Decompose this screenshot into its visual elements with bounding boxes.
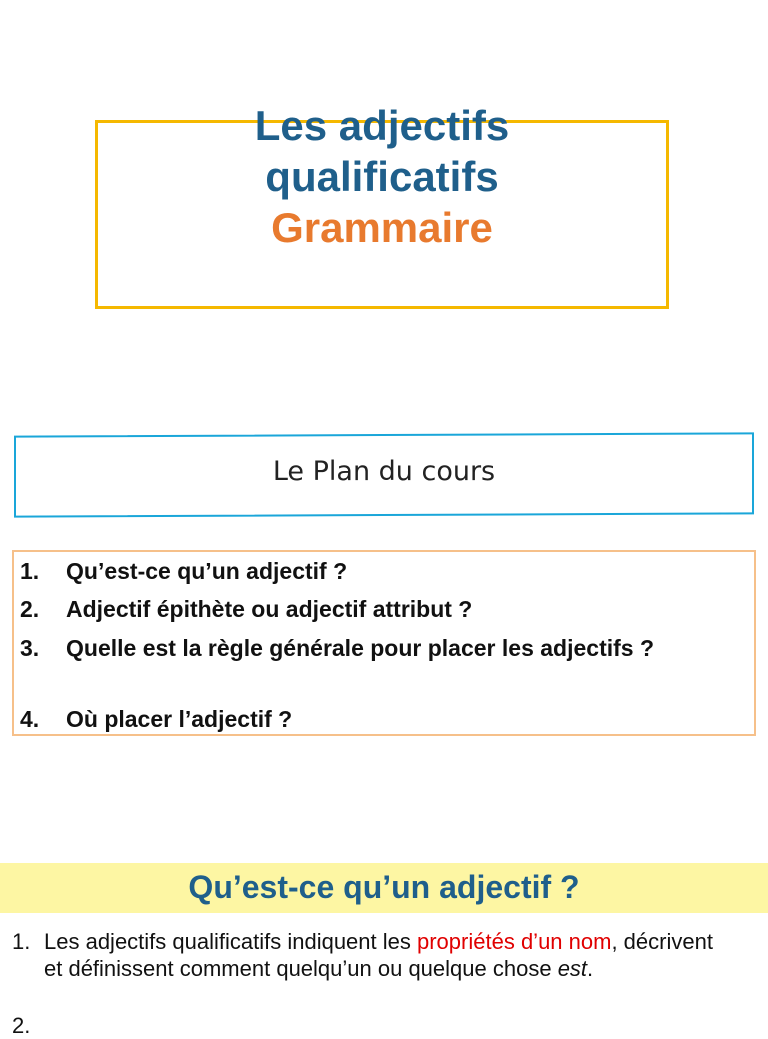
outline-item-text: Qu’est-ce qu’un adjectif ? xyxy=(66,558,348,584)
outline-item-number: 4. xyxy=(20,706,40,732)
outline-item-2 xyxy=(20,594,706,625)
outline-item-text: Où placer l’adjectif ? xyxy=(66,706,293,732)
outline-item-text: Adjectif épithète ou adjectif attribut ? xyxy=(66,596,473,622)
paragraph-2-number: 2. xyxy=(12,1013,31,1038)
title-line-1: Les adjectifs xyxy=(254,102,510,149)
section-title: Qu’est-ce qu’un adjectif ? xyxy=(188,869,580,905)
paragraph-text-end: . xyxy=(587,956,594,981)
outline-item-text: Quelle est la règle générale pour placer les adjectifs ? xyxy=(66,635,655,661)
outline-item-1 xyxy=(20,556,706,587)
title-line-2: qualificatifs xyxy=(265,153,499,200)
title-block xyxy=(95,100,669,253)
paragraph-text-middle: , décrivent et définissent comment quelqu’un ou quelque chose xyxy=(44,929,713,981)
paragraph-text-start: Les adjectifs qualificatifs indiquent les xyxy=(44,929,417,954)
outline-item-3 xyxy=(20,633,706,664)
outline-item-4 xyxy=(20,704,706,735)
subtitle: Grammaire xyxy=(271,204,493,251)
plan-title: Le Plan du cours xyxy=(272,456,496,487)
italic-word: est xyxy=(557,956,588,981)
paragraph-text xyxy=(44,928,734,982)
outline-item-number: 3. xyxy=(20,635,40,661)
paragraph-number: 1. xyxy=(12,929,31,954)
paragraph-1 xyxy=(12,928,752,982)
outline-item-number: 2. xyxy=(20,596,40,622)
outline-item-number: 1. xyxy=(20,558,40,584)
highlighted-phrase: propriétés d’un nom xyxy=(417,929,612,954)
